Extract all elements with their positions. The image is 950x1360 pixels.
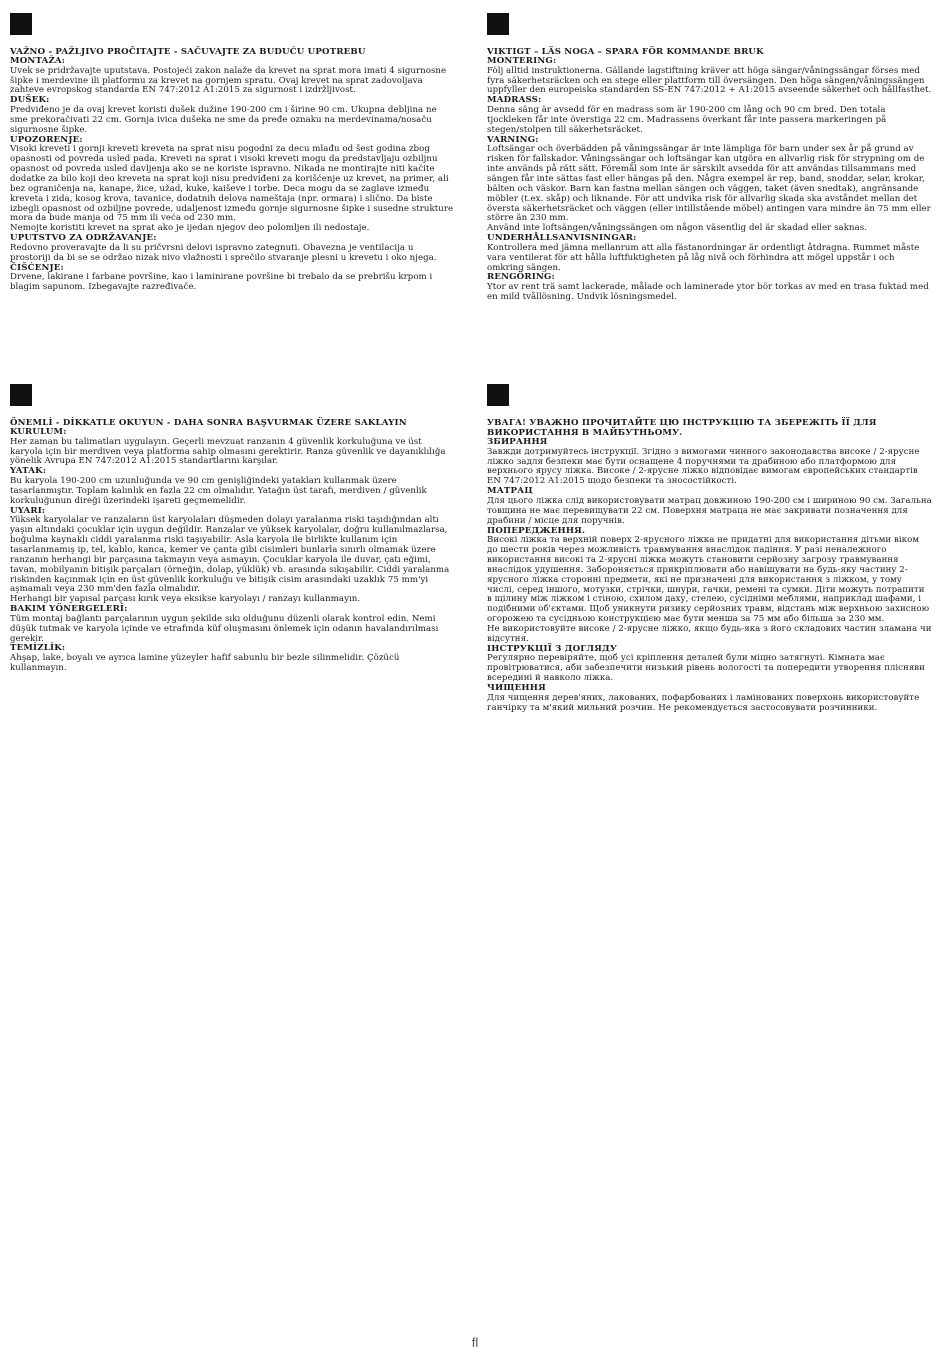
- section-paragraph: Для цього ліжка слід використовувати матрац довжиною 190-200 см і шириною 90 см. Загальна товщина не має перевищувати 22 см. Поверхня матраца не має закривати позначення для драбини / місце для поручнів.: [487, 495, 932, 526]
- section-title: ÖNEMLİ - DİKKATLE OKUYUN - DAHA SONRA BAŞVURMAK ÜZERE SAKLAYIN: [10, 418, 407, 428]
- section-paragraph: Yüksek karyolalar ve ranzaların üst karyolaları düşmeden dolayı yaralanma riski taşıdığından altı yaşın altındaki çocuklar için uygun değildir. Ranzalar ve yüksek karyolalar, doğru kullanılmazlarsa, boğulma kaynaklı ciddi yaralanma riski taşıyabilir. Asla karyola ile birlikte kullanım için tasarlanmamış ip, tel, kablo, kanca, kemer ve çanta gibi cisimleri bunlarla sınırlı olmamak üzere ranzanın herhangi bir parçasına takmayın veya asmayın. Çocuklar karyola ile duvar, çatı eğimi, tavan, mobilyanın bitişik parçaları (örneğin, dolap, yüklük) vb. arasında sıkışabilir. Ciddi yaralanma riskinden kaçınmak için en üst güvenlik korkuluğu ve bitişik cisim arasındaki uzaklık 75 mm'yi aşmamalı veya 230 mm'den fazla olmalıdır.: [10, 515, 450, 595]
- section-paragraph: Високі ліжка та верхній поверх 2-ярусного ліжка не придатні для використання дітьми віком до шести років через можливість травмування внаслідок падіння. У разі неналежного використання високі та 2-ярусні ліжка можуть становити серйозну загрозу травмування внаслідок удушення. Забороняється прикріплювати або навішувати на будь-яку частину 2-ярусного ліжка сторонні предмети, які не призначені для використання з ліжком, у тому числі, серед іншого, мотузки, стрічки, шнури, гачки, ремені та сумки. Діти можуть потрапити в щілину між ліжком і стіною, схилом даху, стелею, сусідніми меблями, наприклад шафами, і подібними об'єктами. Щоб уникнути ризику серйозних травм, відстань між верхньою захисною огорожею та сусідньою конструкцією має бути менша за 75 мм або більша за 230 мм.: [487, 535, 930, 625]
- section-paragraph: Redovno proveravajte da li su pričvrsni delovi ispravno zategnuti. Obavezna je ventilacija u prostoriji da bi se se održao nizak nivo vlažnosti i sprečilo stvaranje plesni u krevetu i oko njega.: [10, 242, 437, 263]
- instruction-section: [487, 57, 932, 96]
- section-heading: TEMİZLİK:: [10, 643, 66, 654]
- section-paragraph: Ahşap, lake, boyalı ve ayrıca lamine yüzeyler hafif sabunlu bir bezle silinmelidir. Çözücü kullanmayın.: [10, 653, 400, 674]
- black-square-marker: [487, 13, 509, 35]
- black-square-marker: [10, 384, 32, 406]
- section-paragraph: Не використовуйте високе / 2-ярусне ліжко, якщо будь-яка з його складових частин зламана чи відсутня.: [487, 623, 932, 644]
- section-heading: VARNING:: [487, 134, 539, 145]
- instruction-section: [10, 467, 455, 506]
- instructions-croatian: [10, 13, 455, 293]
- instruction-section: [487, 684, 932, 713]
- section-heading: RENGÖRING:: [487, 272, 555, 283]
- section-heading: BAKIM YÖNERGELERİ:: [10, 604, 128, 615]
- section-heading: MADRASS:: [487, 95, 542, 106]
- section-paragraph: Visoki kreveti i gornji kreveti kreveta na sprat nisu pogodni za decu mlađu od šest godina zbog opasnosti od povreda usled pada. Kreveti na sprat i visoki kreveti mogu da predstavljaju ozbiljnu opasnost od povreda usled davljenja ako se ne koriste ispravno. Nikada ne montirajte niti kačite dodatke za bilo koji deo kreveta na sprat koji nisu predviđeni za korišćenje uz krevet, na primer, ali bez ograničenja na, kanape, žice, užad, kuke, kaiševe i torbe. Deca mogu da se zaglave između kreveta i zida, kosog krova, tavanice, dodatnih delova nameštaja (npr. ormara) i slično. Da biste izbegli opasnost od ozbiljne povrede, udaljenost između gornje sigurnosne šipke i susedne strukture mora da bude manja od 75 mm ili veća od 230 mm.: [10, 144, 454, 224]
- section-paragraph: Kontrollera med jämna mellanrum att alla fästanordningar är ordentligt åtdragna. Rummet måste vara ventilerat för att hålla luftfuktigheten på låg nivå och förhindra att mögel uppstår i och omkring sängen.: [487, 242, 920, 273]
- section-heading: KURULUM:: [10, 427, 67, 437]
- section-heading: MONTERING:: [487, 56, 557, 66]
- instruction-section: [487, 645, 932, 684]
- instructions-ukrainian: [487, 384, 932, 713]
- instruction-section: [487, 527, 932, 645]
- section-heading: UPUTSTVO ZA ODRŽAVANJE:: [10, 233, 157, 244]
- section-paragraph: Uvek se pridržavajte uputstava. Postojeći zakon nalaže da krevet na sprat mora imati 4 sigurnosne šipke i merdevine ili platformu za krevet na gornjem spratu. Ovaj krevet na sprat zadovoljava zahteve evropskog standarda EN 747:2012 A1:2015 za sigurnost i izdržljivost.: [10, 65, 447, 96]
- instruction-section: [487, 96, 932, 135]
- section-heading: MONTAŽA:: [10, 56, 66, 66]
- instruction-section: [10, 644, 455, 673]
- instruction-section: [10, 136, 455, 234]
- section-paragraph: Denna säng är avsedd för en madrass som är 190-200 cm lång och 90 cm bred. Den totala tjockleken får inte överstiga 22 cm. Madrassens överkant får inte passera markeringen på stegen/stolpen till säkerhetsräcket.: [487, 105, 887, 135]
- section-paragraph: Ytor av rent trä samt lackerade, målade och laminerade ytor bör torkas av med en trasa fuktad med en mild tvållösning. Undvik lösningsmedel.: [487, 282, 929, 303]
- instruction-section: [10, 234, 455, 263]
- section-paragraph: Herhangi bir yapısal parçası kırık veya eksikse karyolayı / ranzayı kullanmayın.: [10, 594, 361, 605]
- section-paragraph: Använd inte loftsängen/våningssängen om någon väsentlig del är skadad eller saknas.: [487, 223, 867, 234]
- instruction-section: [10, 96, 455, 135]
- section-heading: YATAK:: [10, 466, 47, 477]
- section-paragraph: Predviđeno je da ovaj krevet koristi dušek dužine 190-200 cm i širine 90 cm. Ukupna debljina ne sme prekoračivati 22 cm. Gornja ivica dušeka ne sme da pređe oznaku na merdevinama/nosaču sigurnosne šipke.: [10, 105, 437, 135]
- section-heading: UPOZORENJE:: [10, 134, 83, 145]
- instruction-section: [487, 273, 932, 302]
- section-heading: ПОПЕРЕДЖЕННЯ.: [487, 525, 586, 536]
- section-title: VIKTIGT – LÄS NOGA – SPARA FÖR KOMMANDE BRUK: [487, 47, 764, 57]
- instruction-section: [487, 234, 932, 273]
- section-heading: ČIŠĆENJE:: [10, 262, 64, 273]
- section-paragraph: Для чищення дерев'яних, лакованих, пофарбованих і ламінованих поверхонь використовуйте ганчірку та м'який мильний розчин. Не рекомендується застосовувати розчинники.: [487, 692, 920, 713]
- instruction-section: [487, 487, 932, 526]
- section-heading: МАТРАЦ: [487, 486, 533, 497]
- instruction-section: [487, 438, 932, 487]
- page-footer-mark: fl: [471, 1335, 479, 1350]
- instruction-section: [10, 428, 455, 467]
- section-paragraph: Завжди дотримуйтесь інструкції. Згідно з вимогами чинного законодавства високе / 2-ярусне ліжко задля безпеки має бути оснащене 4 поручнями та драбиною або платформою для верхнього ярусу ліжка. Високе / 2-ярусне ліжко відповідає вимогам європейських стандартів EN 747:2012 A1:2015 щодо безпеки та зносостійкості.: [487, 446, 920, 487]
- section-paragraph: Регулярно перевіряйте, щоб усі кріплення деталей були міцно затягнуті. Кімната має провітрюватися, аби забезпечити низький рівень вологості та попередити утворення плісняви всередині й навколо ліжка.: [487, 653, 925, 684]
- instruction-section: [10, 57, 455, 96]
- section-heading: UYARI:: [10, 505, 46, 516]
- instruction-section: [487, 136, 932, 234]
- black-square-marker: [487, 384, 509, 406]
- section-heading: UNDERHÅLLSANVISNINGAR:: [487, 233, 637, 244]
- instruction-section: [10, 507, 455, 605]
- instructions-turkish: [10, 384, 455, 674]
- section-heading: ЧИЩЕННЯ: [487, 682, 546, 693]
- section-paragraph: Loftsängar och överbädden på våningssängar är inte lämpliga för barn under sex år på grund av risken för fallskador. Våningssängar och loftsängar kan utgöra en allvarlig risk för strypning om de inte används på rätt sätt. Föremål som inte är särskilt avsedda för att användas tillsammans med sängen får inte sättas fast eller hängas på den. Några exempel är rep, band, snoddar, selar, krokar, bälten och väskor. Barn kan fastna mellan sängen och väggen, taket (även snedtak), angränsande möbler (t.ex. skåp) och liknande. För att undvika risk för allvarlig skada ska avståndet mellan det översta säkerhetsräcket och väggen (eller intillstående möbel) antingen vara mindre än 75 mm eller större än 230 mm.: [487, 144, 931, 224]
- instruction-section: [10, 605, 455, 644]
- section-heading: ІНСТРУКЦІЇ З ДОГЛЯДУ: [487, 643, 618, 654]
- section-paragraph: Bu karyola 190-200 cm uzunluğunda ve 90 cm genişliğindeki yatakları kullanmak üzere tasarlanmıştır. Toplam kalınlık en fazla 22 cm olmalıdır. Yatağın üst tarafı, merdiven / güvenlik korkuluğunun direği üzerindeki işareti geçmemelidir.: [10, 476, 427, 506]
- section-title: VAŽNO - PAŽLJIVO PROČITAJTE - SAČUVAJTE ZA BUDUĆU UPOTREBU: [10, 47, 366, 57]
- instruction-section: [10, 264, 455, 293]
- section-heading: ЗБИРАННЯ: [487, 437, 548, 447]
- section-paragraph: Tüm montaj bağlantı parçalarının uygun şekilde sıkı olduğunu düzenli olarak kontrol edin. Nemi düşük tutmak ve karyola içinde ve etrafında küf oluşmasını önlemek için odanın havalandırılması gerekir.: [10, 613, 439, 644]
- section-paragraph: Följ alltid instruktionerna. Gällande lagstiftning kräver att höga sängar/våningssängar förses med fyra säkerhetsräcken och en stege eller plattform till översängen. Den höga sängen/våningssängen uppfyller den europeiska standarden SS-EN 747:2012 + A1:2015 avseende säkerhet och hållfasthet.: [487, 65, 932, 96]
- section-title: УВАГА! УВАЖНО ПРОЧИТАЙТЕ ЦЮ ІНСТРУКЦІЮ ТА ЗБЕРЕЖІТЬ ЇЇ ДЛЯ ВИКОРИСТАННЯ В МАЙБУТНЬОМУ.: [487, 418, 877, 438]
- section-heading: DUŠEK:: [10, 95, 50, 106]
- instructions-swedish: [487, 13, 932, 303]
- section-paragraph: Her zaman bu talimatları uygulayın. Geçerli mevzuat ranzanın 4 güvenlik korkuluğuna ve üst karyola için bir merdiven veya platforma sahip olmasını gerektirir. Ranza güvenlik ve dayanıklılığa yönelik Avrupa EN 747:2012 A1:2015 standartlarını karşılar.: [10, 436, 446, 467]
- section-paragraph: Drvene, lakirane i farbane površine, kao i laminirane površine bi trebalo da se prebrišu krpom i blagim sapunom. Izbegavajte razređivače.: [10, 272, 433, 293]
- section-paragraph: Nemojte koristiti krevet na sprat ako je ijedan njegov deo polomljen ili nedostaje.: [10, 223, 370, 234]
- black-square-marker: [10, 13, 32, 35]
